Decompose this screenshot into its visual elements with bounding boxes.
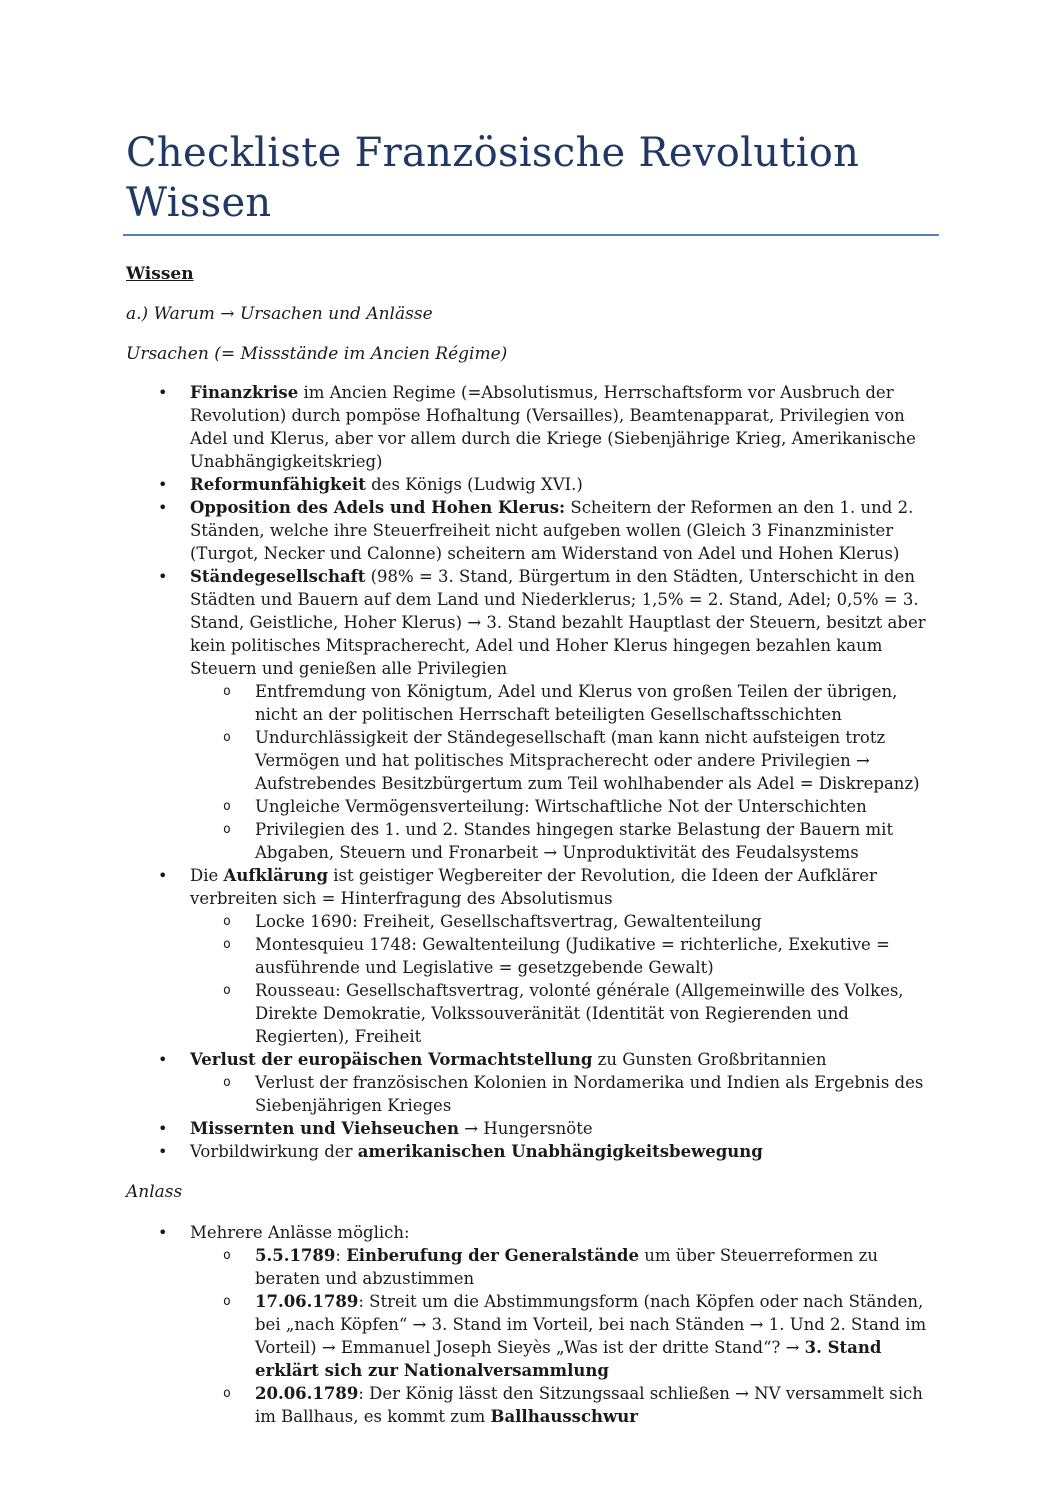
list-item-vorbildwirkung: • Vorbildwirkung der amerikanischen Unabhängigkeitsbewegung bbox=[126, 1140, 936, 1163]
sublist-item: o Undurchlässigkeit der Ständegesellschaft (man kann nicht aufsteigen trotz Vermögen und hat politisches Mitspracherecht oder andere Privilegien → Aufstrebendes Besitzbürgertum zum Teil wohlhabender als Adel = Diskrepanz) bbox=[190, 726, 936, 795]
list-item-reformunfaehigkeit: • Reformunfähigkeit des Königs (Ludwig XVI.) bbox=[126, 473, 936, 496]
list-item-missernten: • Missernten und Viehseuchen → Hungersnöte bbox=[126, 1117, 936, 1140]
sublist-item: o Entfremdung von Königtum, Adel und Klerus von großen Teilen der übrigen, nicht an der politischen Herrschaft beteiligten Gesellschaftsschichten bbox=[190, 680, 936, 726]
document-page bbox=[126, 128, 936, 1428]
aufklaerung-sublist bbox=[190, 910, 936, 1048]
anlass-sublist bbox=[190, 1244, 936, 1428]
sublist-item: o Privilegien des 1. und 2. Standes hingegen starke Belastung der Bauern mit Abgaben, Steuern und Fronarbeit → Unproduktivität des Feudalsystems bbox=[190, 818, 936, 864]
list-item-staendegesellschaft: • Ständegesellschaft (98% = 3. Stand, Bürgertum in den Städten, Unterschicht in den Städten und Bauern auf dem Land und Niederklerus; 1,5% = 2. Stand, Adel; 0,5% = 3. Stand, Geistliche, Hoher Klerus) → 3. Stand bezahlt Hauptlast der Steuern, besitzt aber kein politisches Mitspracherecht, Adel und Hoher Klerus hingegen bezahlen kaum Steuern und genießen alle Privilegien o Entfremdung von Königtum, Adel und Klerus von großen Teilen der übrigen, nicht an der politischen Herrschaft beteiligten Gesellschaftsschichten o Undurchlässigkeit der Ständegesellschaft (man kann nicht aufsteigen trotz Vermögen und hat politisches Mitspracherecht oder andere Privilegien → Aufstrebendes Besitzbürgertum zum Teil wohlhabender als Adel = Diskrepanz) o Ungleiche Vermögensverteilung: Wirtschaftliche Not der Unterschichten o Privilegien des 1. und 2. Standes hingegen starke Belastung der Bauern mit Abgaben, Steuern und Fronarbeit → Unproduktivität des Feudalsystems bbox=[126, 565, 936, 864]
list-item-opposition: • Opposition des Adels und Hohen Klerus: Scheitern der Reformen an den 1. und 2. Ständen, welche ihre Steuerfreiheit nicht aufgeben wollen (Gleich 3 Finanzminister (Turgot, Necker und Calonne) scheitern am Widerstand von Adel und Hohen Klerus) bbox=[126, 496, 936, 565]
vormacht-sublist bbox=[190, 1071, 936, 1117]
list-item-finanzkrise: • Finanzkrise im Ancien Regime (=Absolutismus, Herrschaftsform vor Ausbruch der Revolution) durch pompöse Hofhaltung (Versailles), Beamtenapparat, Privilegien von Adel und Klerus, aber vor allem durch die Kriege (Siebenjährige Krieg, Amerikanische Unabhängigkeitskrieg) bbox=[126, 381, 936, 473]
list-item-anlaesse: • Mehrere Anlässe möglich: o 5.5.1789: Einberufung der Generalstände um über Steuerreformen zu beraten und abzustimmen o 17.06.1789: Streit um die Abstimmungsform (nach Köpfen oder nach Ständen, bei „nach Köpfen“ → 3. Stand im Vorteil, bei nach Ständen → 1. Und 2. Stand im Vorteil) → Emmanuel Joseph Sieyès „Was ist der dritte Stand“? → 3. Stand erklärt sich zur Nationalversammlung o 20.06.1789: Der König lässt den Sitzungssaal schließen → NV versammelt sich im Ballhaus, es kommt zum Ballhausschwur bbox=[126, 1221, 936, 1428]
sublist-item: o Locke 1690: Freiheit, Gesellschaftsvertrag, Gewaltenteilung bbox=[190, 910, 936, 933]
title-underline bbox=[123, 234, 939, 236]
staende-sublist bbox=[190, 680, 936, 864]
ursachen-list bbox=[126, 381, 936, 1163]
subheading-ursachen: Ursachen (= Missstände im Ancien Régime) bbox=[126, 344, 508, 364]
list-item-vormachtstellung: • Verlust der europäischen Vormachtstellung zu Gunsten Großbritannien o Verlust der französischen Kolonien in Nordamerika und Indien als Ergebnis des Siebenjährigen Krieges bbox=[126, 1048, 936, 1117]
anlass-list bbox=[126, 1221, 936, 1428]
sublist-item: o Ungleiche Vermögensverteilung: Wirtschaftliche Not der Unterschichten bbox=[190, 795, 936, 818]
sublist-item: o Rousseau: Gesellschaftsvertrag, volonté générale (Allgemeinwille des Volkes, Direkte Demokratie, Volkssouveränität (Identität von Regierenden und Regierten), Freiheit bbox=[190, 979, 936, 1048]
section-heading-wissen: Wissen bbox=[126, 264, 194, 284]
sublist-item: o Montesquieu 1748: Gewaltenteilung (Judikative = richterliche, Exekutive = ausführende und Legislative = gesetzgebende Gewalt) bbox=[190, 933, 936, 979]
sublist-item: o 5.5.1789: Einberufung der Generalstände um über Steuerreformen zu beraten und abzustimmen bbox=[190, 1244, 936, 1290]
sublist-item: o 17.06.1789: Streit um die Abstimmungsform (nach Köpfen oder nach Ständen, bei „nach Köpfen“ → 3. Stand im Vorteil, bei nach Ständen → 1. Und 2. Stand im Vorteil) → Emmanuel Joseph Sieyès „Was ist der dritte Stand“? → 3. Stand erklärt sich zur Nationalversammlung bbox=[190, 1290, 936, 1382]
subheading-warum: a.) Warum → Ursachen und Anlässe bbox=[126, 304, 433, 324]
list-item-aufklaerung: • Die Aufklärung ist geistiger Wegbereiter der Revolution, die Ideen der Aufklärer verbreiten sich = Hinterfragung des Absolutismus o Locke 1690: Freiheit, Gesellschaftsvertrag, Gewaltenteilung o Montesquieu 1748: Gewaltenteilung (Judikative = richterliche, Exekutive = ausführende und Legislative = gesetzgebende Gewalt) o Rousseau: Gesellschaftsvertrag, volonté générale (Allgemeinwille des Volkes, Direkte Demokratie, Volkssouveränität (Identität von Regierenden und Regierten), Freiheit bbox=[126, 864, 936, 1048]
sublist-item: o Verlust der französischen Kolonien in Nordamerika und Indien als Ergebnis des Siebenjährigen Krieges bbox=[190, 1071, 936, 1117]
document-title: Checkliste Französische Revolution Wissen bbox=[126, 130, 860, 226]
sublist-item: o 20.06.1789: Der König lässt den Sitzungssaal schließen → NV versammelt sich im Ballhaus, es kommt zum Ballhausschwur bbox=[190, 1382, 936, 1428]
subheading-anlass: Anlass bbox=[126, 1182, 183, 1202]
